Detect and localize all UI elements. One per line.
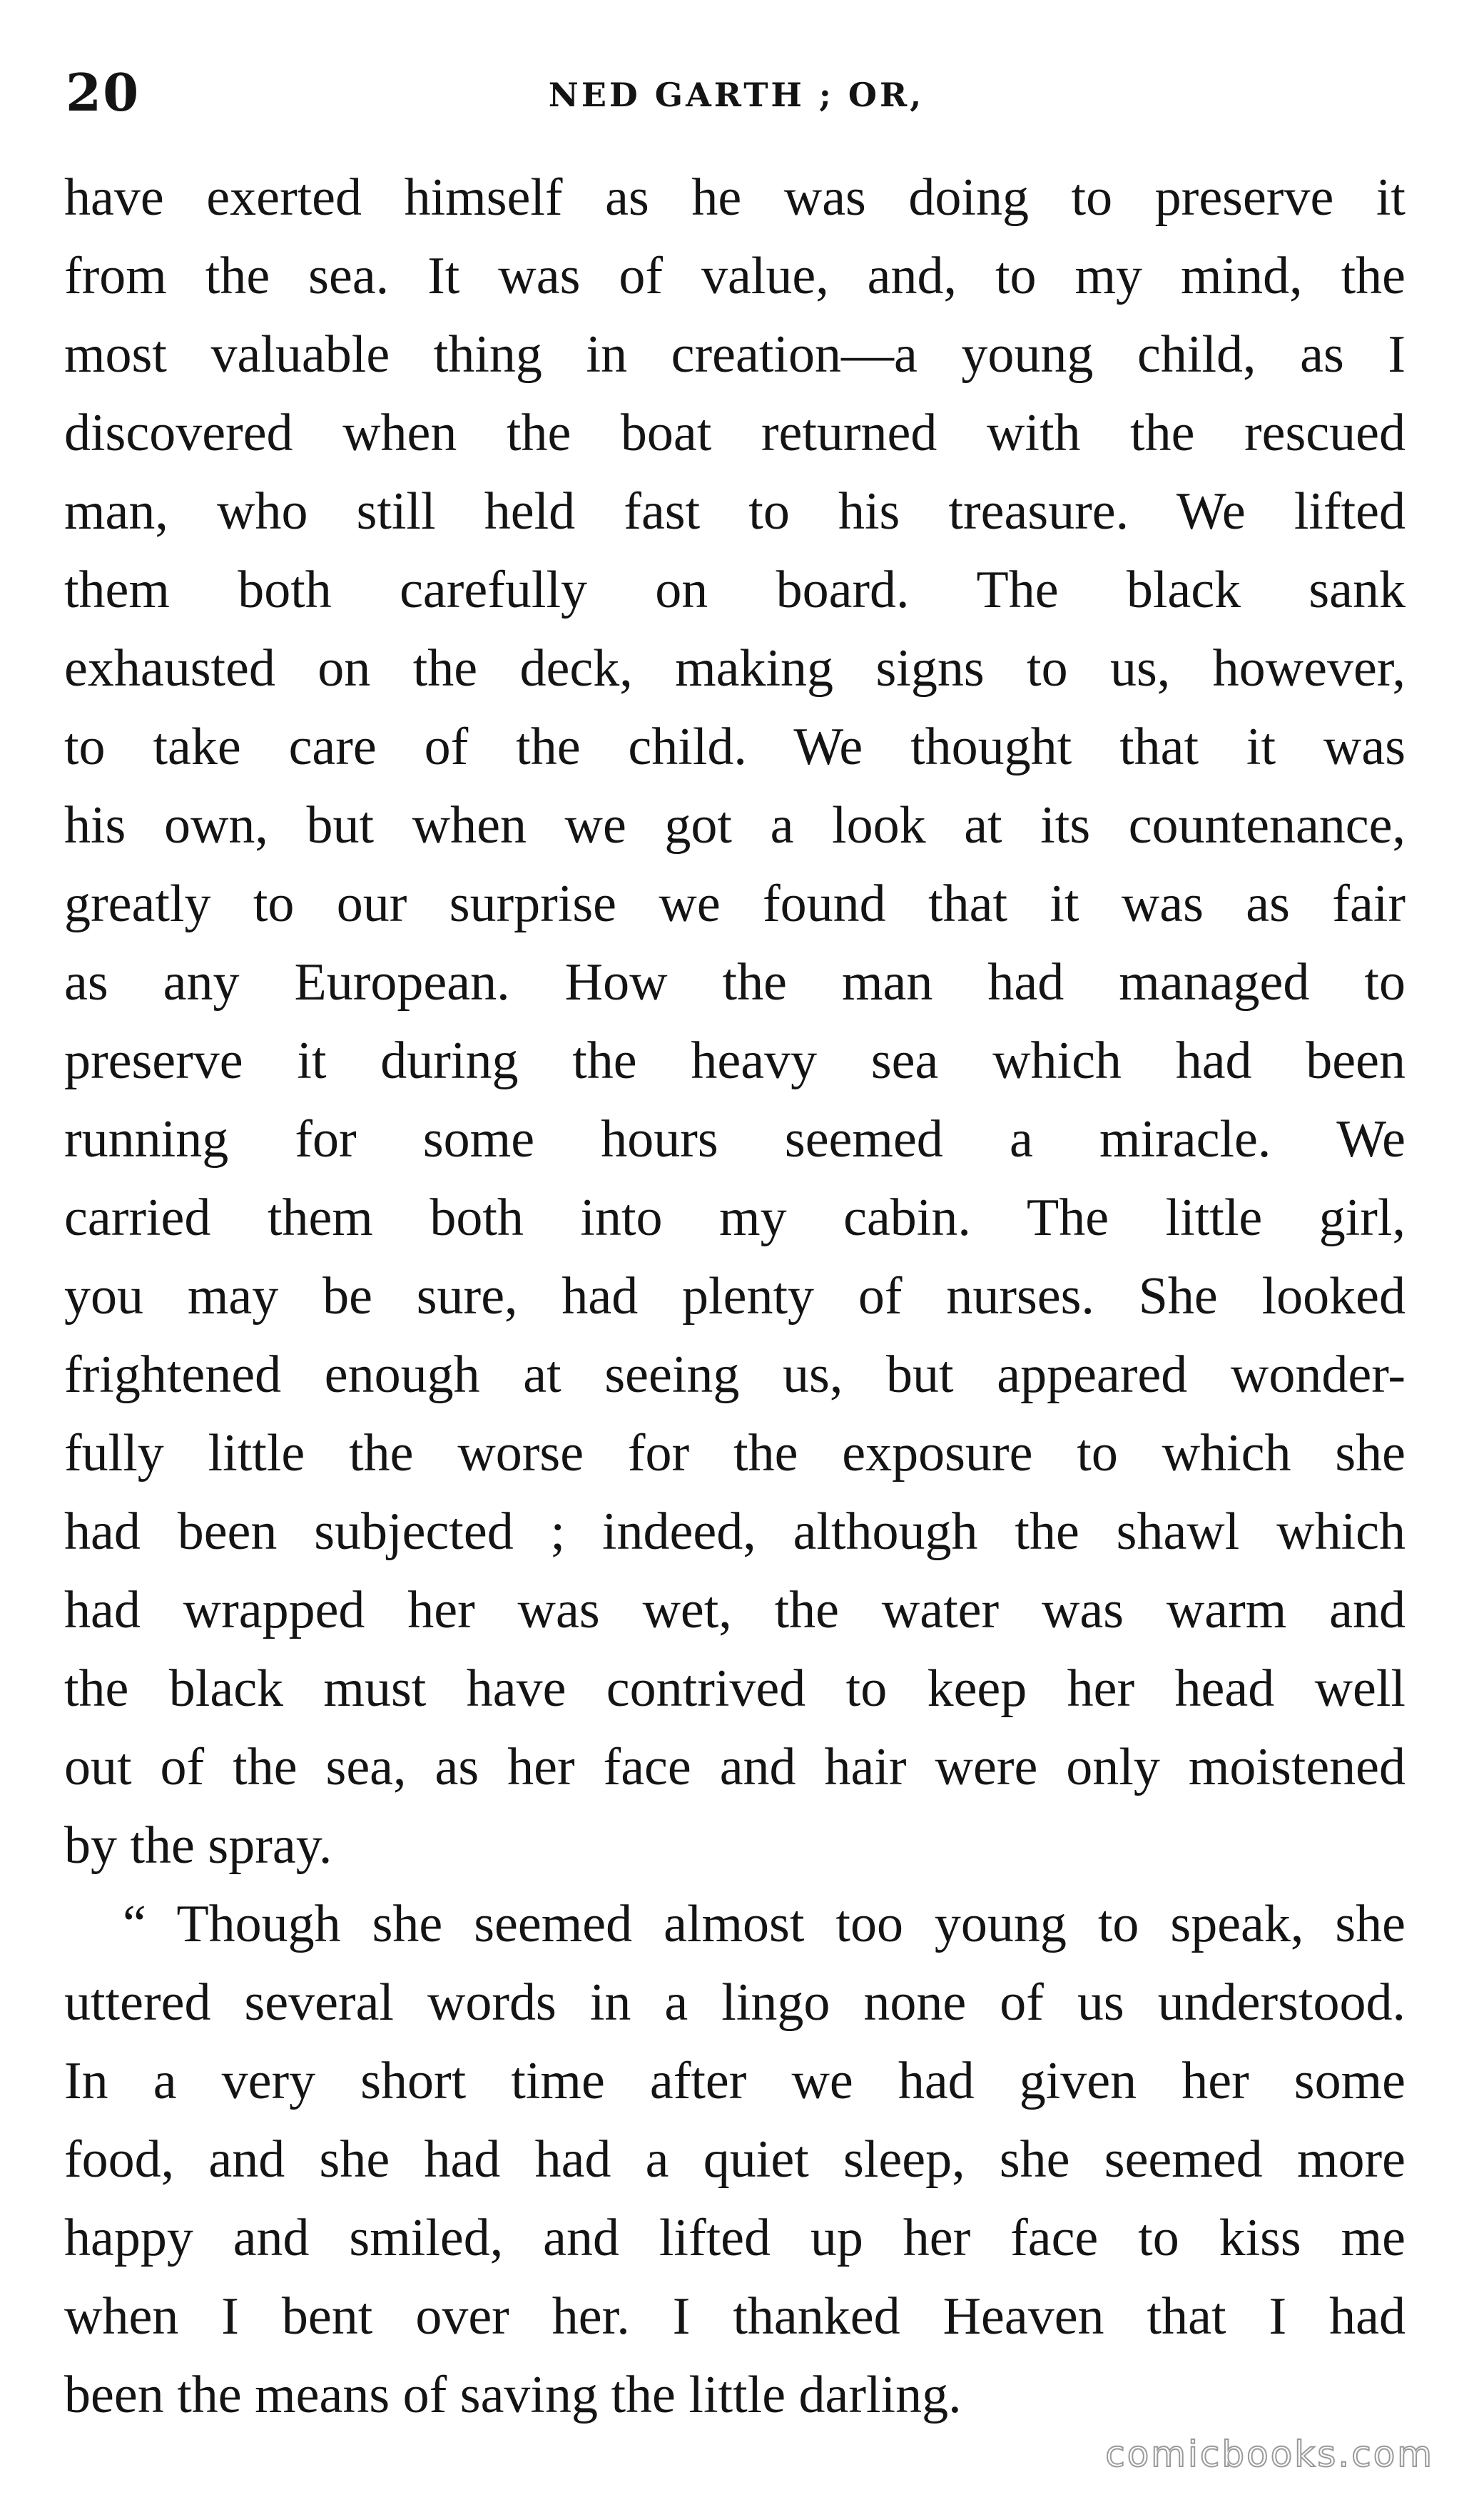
- text-line: had wrapped her was wet, the water was warm and: [64, 1581, 1406, 1639]
- page-number: 20: [66, 62, 141, 123]
- paragraph: [64, 158, 1406, 1885]
- text-line: from the sea. It was of value, and, to my mind, the: [64, 247, 1406, 305]
- text-line: discovered when the boat returned with the rescued: [64, 404, 1406, 462]
- text-line: to take care of the child. We thought that it was: [64, 718, 1406, 776]
- text-line: have exerted himself as he was doing to preserve it: [64, 168, 1406, 227]
- text-line: In a very short time after we had given her some: [64, 2052, 1406, 2110]
- text-line: running for some hours seemed a miracle. We: [64, 1110, 1406, 1169]
- paragraph: [64, 1885, 1406, 2434]
- text-line: you may be sure, had plenty of nurses. She looked: [64, 1267, 1406, 1326]
- text-line: food, and she had had a quiet sleep, she seemed more: [64, 2130, 1406, 2189]
- text-line: by the spray.: [64, 1816, 332, 1875]
- text-line: carried them both into my cabin. The little girl,: [64, 1189, 1406, 1247]
- text-line: preserve it during the heavy sea which had been: [64, 1032, 1406, 1090]
- text-line: his own, but when we got a look at its countenance,: [64, 796, 1406, 855]
- text-line: as any European. How the man had managed to: [64, 953, 1406, 1012]
- text-line: man, who still held fast to his treasure. We lifted: [64, 482, 1406, 541]
- watermark: comicbooks.com: [1105, 2434, 1434, 2475]
- text-line: out of the sea, as her face and hair were only moistened: [64, 1738, 1406, 1796]
- text-line: been the means of saving the little darling.: [64, 2366, 962, 2424]
- text-line: fully little the worse for the exposure to which she: [64, 1424, 1406, 1483]
- text-line: had been subjected ; indeed, although the shawl which: [64, 1502, 1406, 1561]
- text-line: frightened enough at seeing us, but appeared wonder-: [64, 1346, 1406, 1404]
- text-line: them both carefully on board. The black sank: [64, 561, 1406, 619]
- text-line: the black must have contrived to keep her head well: [64, 1659, 1406, 1718]
- text-line: “ Though she seemed almost too young to speak, she: [123, 1895, 1406, 1953]
- text-line: greatly to our surprise we found that it was as fair: [64, 875, 1406, 933]
- text-line: uttered several words in a lingo none of us understood.: [64, 1973, 1406, 2032]
- running-title: NED GARTH ; OR,: [548, 76, 925, 114]
- body-text: [64, 158, 1406, 2434]
- text-line: exhausted on the deck, making signs to us, however,: [64, 639, 1406, 698]
- running-header: [66, 57, 1407, 136]
- text-line: when I bent over her. I thanked Heaven that I had: [64, 2287, 1406, 2346]
- text-line: most valuable thing in creation—a young child, as I: [64, 325, 1406, 384]
- text-line: happy and smiled, and lifted up her face to kiss me: [64, 2209, 1406, 2267]
